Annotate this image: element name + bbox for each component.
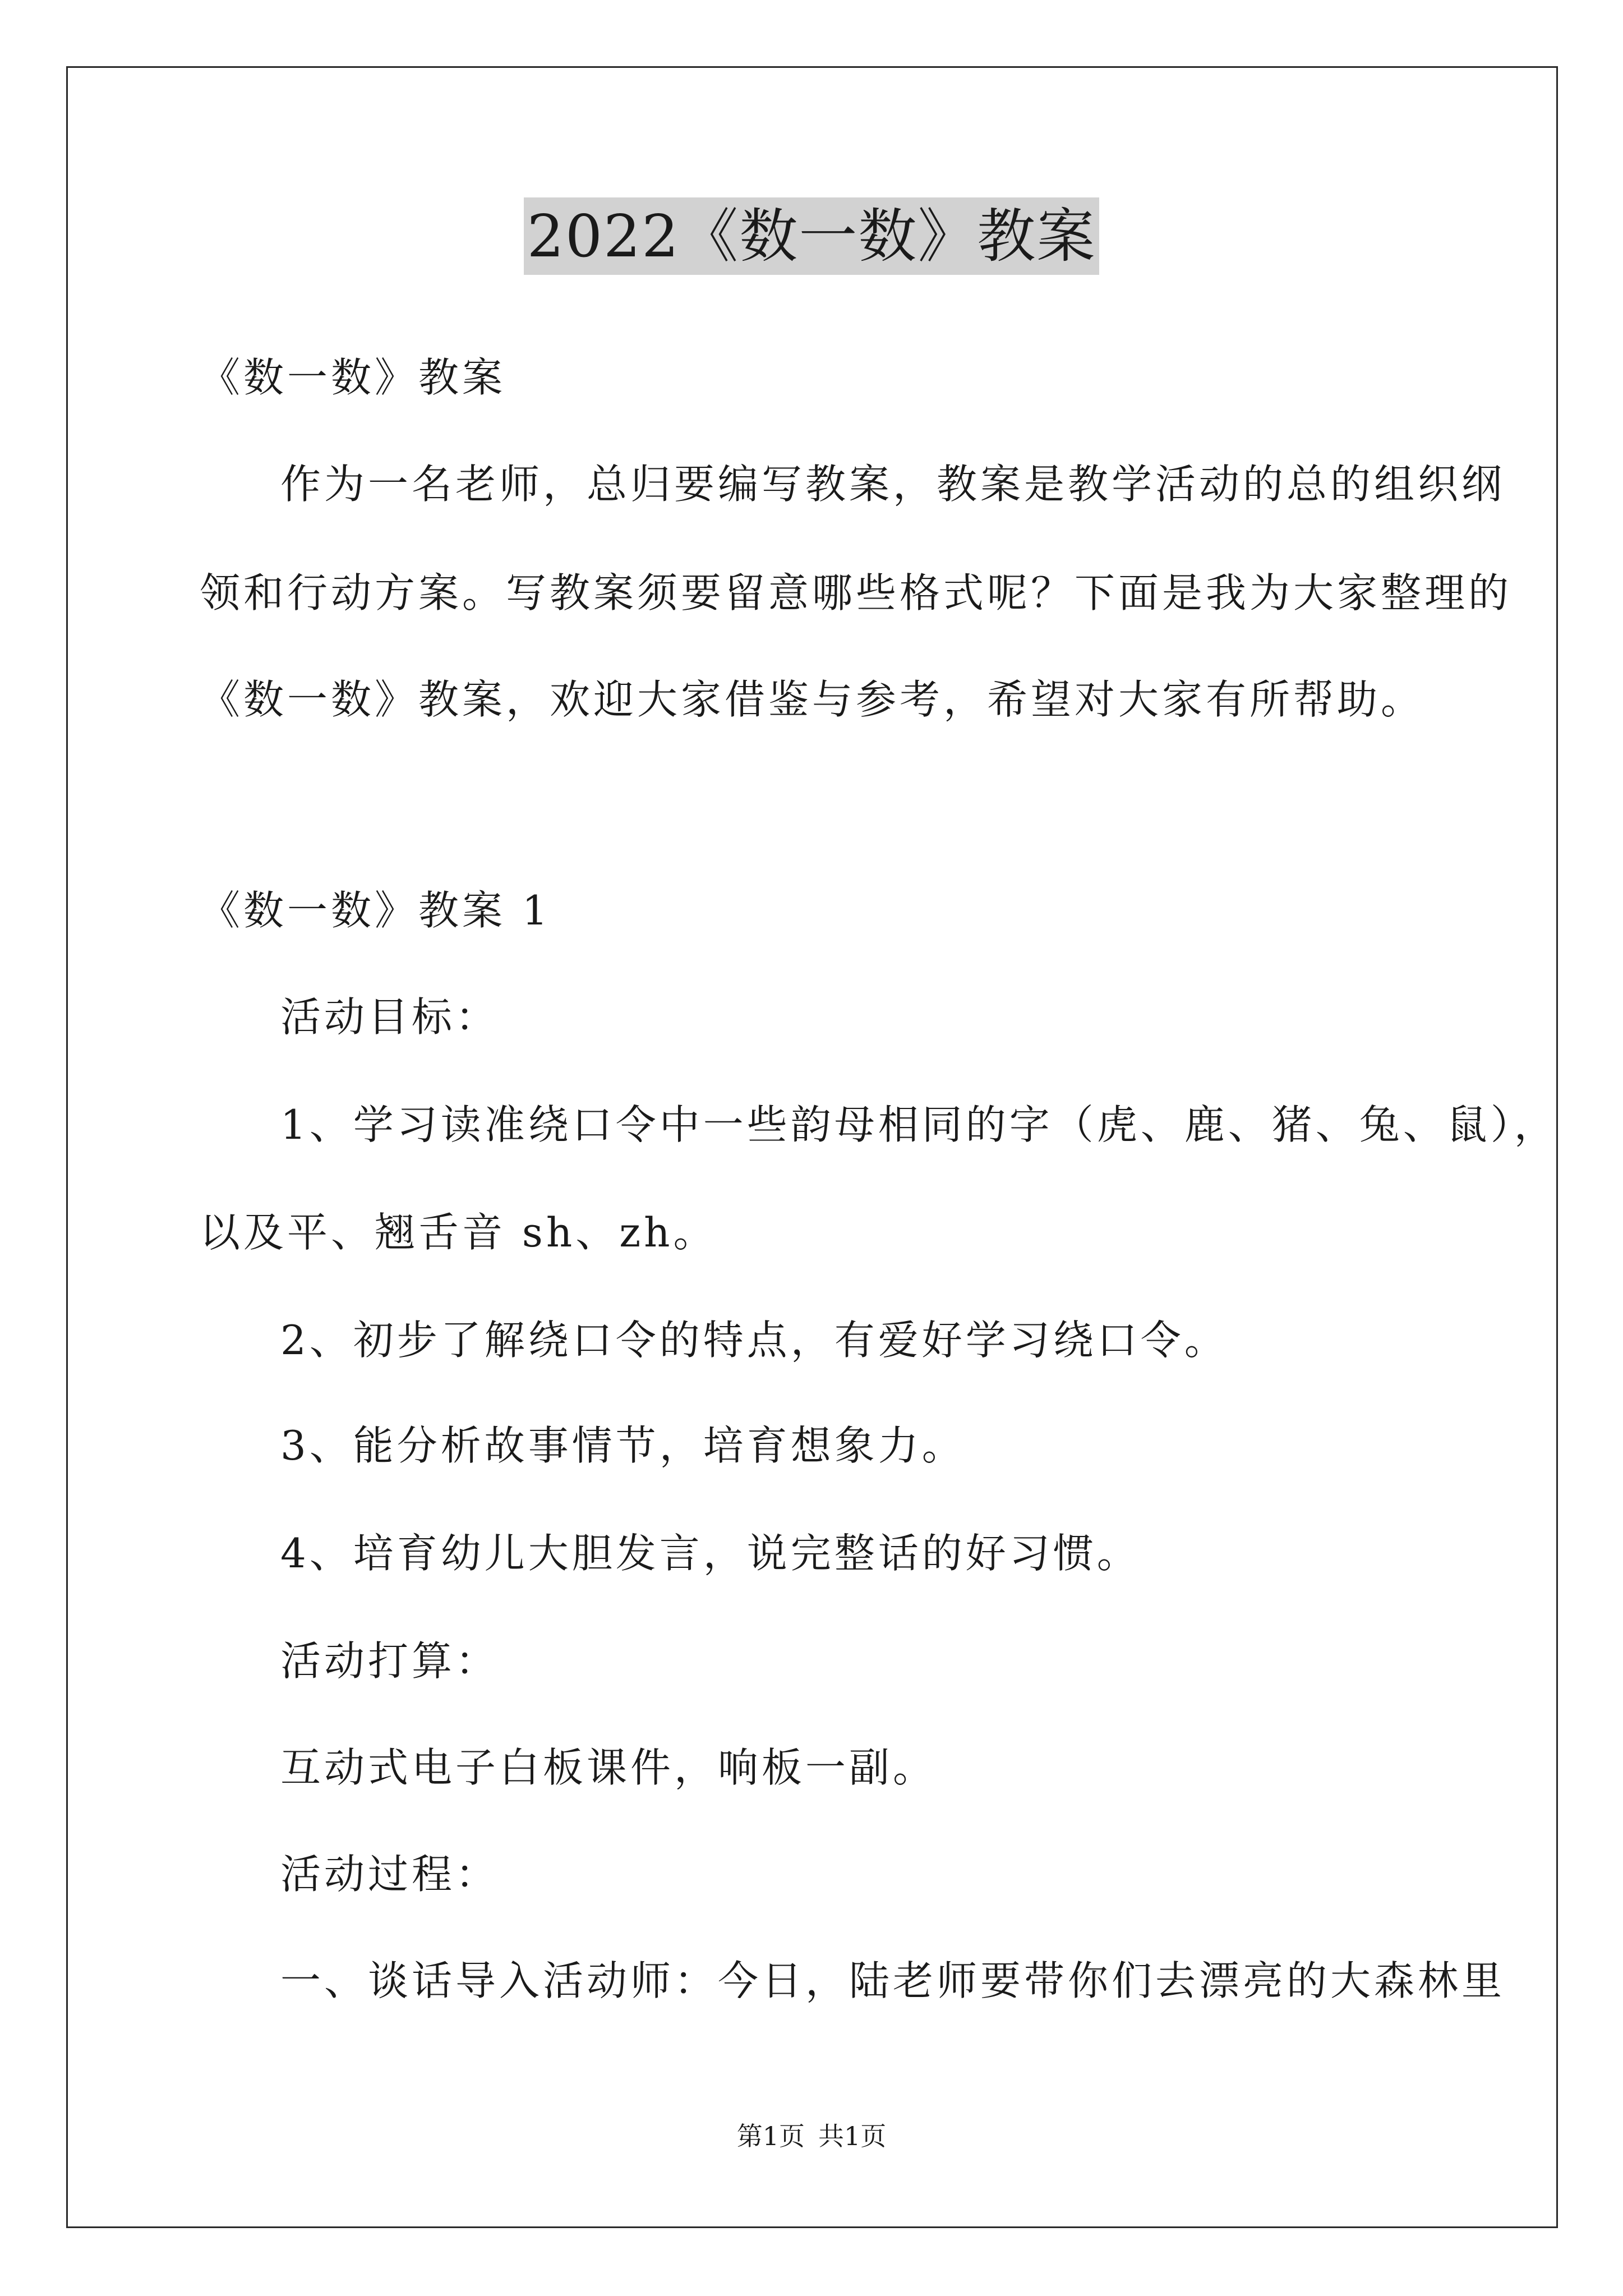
body-line: 一、谈话导入活动师：今日，陆老师要带你们去漂亮的大森林里 bbox=[280, 1957, 1506, 2004]
body-line: 以及平、翘舌音 sh、zh。 bbox=[200, 1209, 717, 1256]
page-number: 第1页 bbox=[736, 2121, 805, 2151]
body-line: 活动过程： bbox=[280, 1851, 500, 1898]
section-heading: 《数一数》教案 1 bbox=[200, 887, 551, 934]
body-line: 活动目标： bbox=[280, 993, 500, 1041]
document-title: 2022《数一数》教案 bbox=[524, 197, 1100, 275]
body-line: 1、学习读准绕口令中一些韵母相同的字（虎、鹿、猪、兔、鼠）， bbox=[280, 1101, 1558, 1148]
body-line: 活动打算： bbox=[280, 1637, 500, 1685]
page-footer bbox=[0, 2119, 1623, 2153]
body-line: 4、培育幼儿大胆发言，说完整话的好习惯。 bbox=[280, 1530, 1141, 1577]
subtitle-line: 《数一数》教案 bbox=[200, 354, 506, 401]
body-line: 作为一名老师，总归要编写教案，教案是教学活动的总的组织纲 bbox=[280, 461, 1506, 508]
body-line: 领和行动方案。写教案须要留意哪些格式呢？下面是我为大家整理的 bbox=[200, 569, 1513, 616]
body-line: 3、能分析故事情节，培育想象力。 bbox=[280, 1422, 966, 1469]
page-total: 共1页 bbox=[818, 2121, 887, 2151]
body-line: 2、初步了解绕口令的特点，有爱好学习绕口令。 bbox=[280, 1317, 1228, 1364]
body-line: 《数一数》教案，欢迎大家借鉴与参考，希望对大家有所帮助。 bbox=[200, 676, 1425, 723]
body-line: 互动式电子白板课件，响板一副。 bbox=[280, 1744, 937, 1791]
title-container bbox=[0, 197, 1623, 275]
